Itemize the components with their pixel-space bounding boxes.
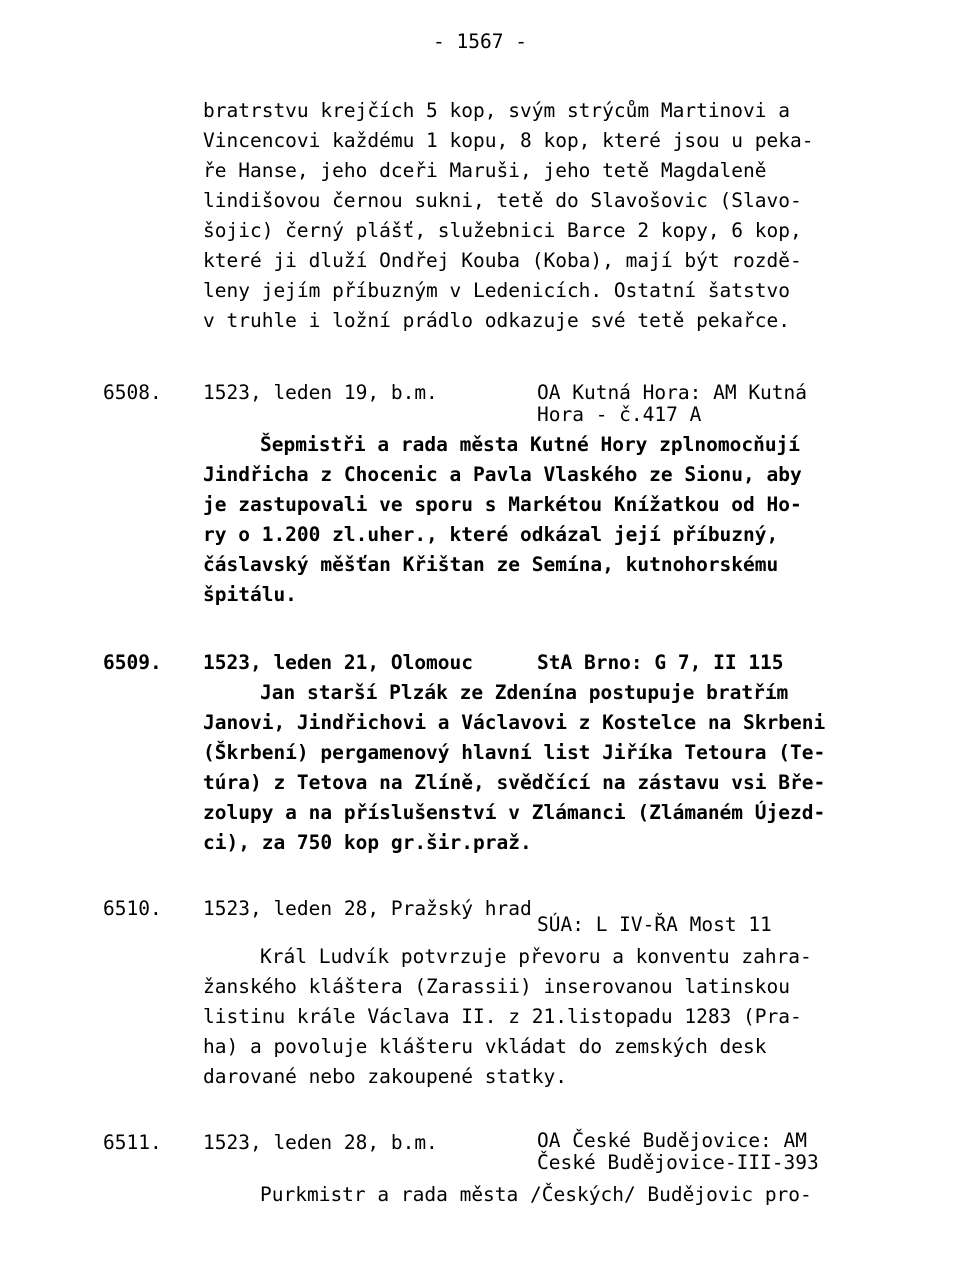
entry-number: 6508. (103, 381, 162, 404)
text-line: (Škrbení) pergamenový hlavní list Jiříka Tetoura (Te- (203, 741, 826, 764)
text-line: Vincencovi každému 1 kopu, 8 kop, které jsou u peka- (203, 129, 814, 152)
entry-source: České Budějovice-III-393 (537, 1151, 819, 1174)
entry-number: 6510. (103, 897, 162, 920)
text-line: Král Ludvík potvrzuje převoru a konventu zahra- (260, 945, 812, 968)
text-line: ry o 1.200 zl.uher., které odkázal její příbuzný, (203, 523, 779, 546)
entry-date: 1523, leden 21, Olomouc (203, 651, 474, 674)
text-line: které ji dluží Ondřej Kouba (Koba), mají být rozdě- (203, 249, 802, 272)
entry-source: OA Kutná Hora: AM Kutná (537, 381, 808, 404)
text-line: špitálu. (203, 583, 297, 606)
text-line: zolupy a na příslušenství v Zlámanci (Zlámaném Újezd- (203, 801, 826, 824)
entry-date: 1523, leden 28, b.m. (203, 1131, 438, 1154)
text-line: ci), za 750 kop gr.šir.praž. (203, 831, 532, 854)
text-line: šojic) černý plášť, služebnici Barce 2 kopy, 6 kop, (203, 219, 802, 242)
page-number: - 1567 - (433, 30, 527, 53)
text-line: Janovi, Jindřichovi a Václavovi z Kostelce na Skrbeni (203, 711, 826, 734)
text-line: túra) z Tetova na Zlíně, svědčící na zástavu vsi Bře- (203, 771, 826, 794)
entry-source: Hora - č.417 A (537, 403, 702, 426)
text-line: Purkmistr a rada města /Českých/ Budějovic pro- (260, 1183, 812, 1206)
entry-date: 1523, leden 19, b.m. (203, 381, 438, 404)
text-line: žanského kláštera (Zarassii) inserovanou latinskou (203, 975, 790, 998)
entry-source: OA České Budějovice: AM (537, 1129, 808, 1152)
text-line: listinu krále Václava II. z 21.listopadu 1283 (Pra- (203, 1005, 802, 1028)
entry-source: SÚA: L IV-ŘA Most 11 (537, 913, 772, 936)
text-line: Jan starší Plzák ze Zdenína postupuje bratřím (260, 681, 789, 704)
text-line: Šepmistři a rada města Kutné Hory zplnomocňují (260, 433, 801, 456)
text-line: čáslavský měšťan Křištan ze Semína, kutnohorskému (203, 553, 779, 576)
text-line: leny jejím příbuzným v Ledenicích. Ostatní šatstvo (203, 279, 790, 302)
text-line: je zastupovali ve sporu s Markétou Knížatkou od Ho- (203, 493, 802, 516)
text-line: ře Hanse, jeho dceři Maruši, jeho tetě Magdaleně (203, 159, 767, 182)
entry-number: 6511. (103, 1131, 162, 1154)
text-line: Jindřicha z Chocenic a Pavla Vlaského ze Sionu, aby (203, 463, 802, 486)
entry-source: StA Brno: G 7, II 115 (537, 651, 784, 674)
entry-number: 6509. (103, 651, 162, 674)
text-line: bratrstvu krejčích 5 kop, svým strýcům Martinovi a (203, 99, 790, 122)
text-line: darované nebo zakoupené statky. (203, 1065, 567, 1088)
text-line: ha) a povoluje klášteru vkládat do zemských desk (203, 1035, 767, 1058)
text-line: v truhle i ložní prádlo odkazuje své tetě pekařce. (203, 309, 790, 332)
entry-date: 1523, leden 28, Pražský hrad (203, 897, 532, 920)
text-line: lindišovou černou sukni, tetě do Slavošovic (Slavo- (203, 189, 802, 212)
